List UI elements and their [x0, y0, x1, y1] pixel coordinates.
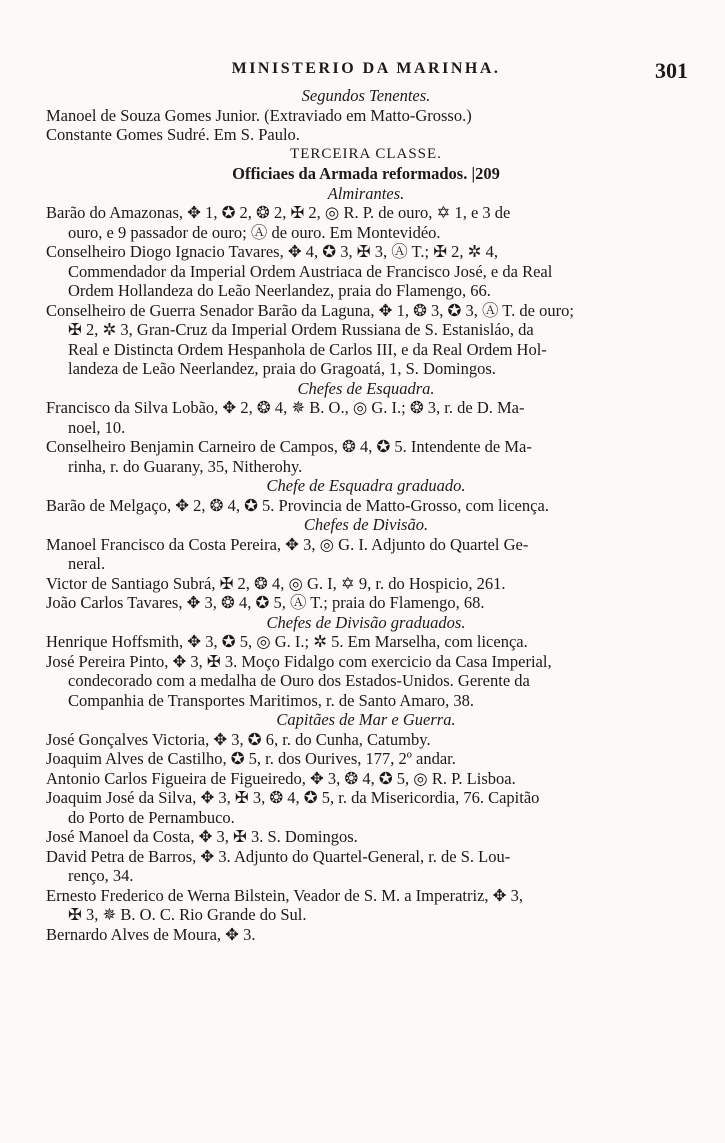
text-line: Henrique Hoffsmith, ✥ 3, ✪ 5, ◎ G. I.; ✲ 5. Em Marselha, com licença.: [46, 632, 528, 651]
text-line: João Carlos Tavares, ✥ 3, ❂ 4, ✪ 5, Ⓐ T.; praia do Flamengo, 68.: [46, 593, 485, 612]
section-heading: Chefes de Esquadra.: [297, 378, 435, 398]
text-line: neral.: [68, 554, 106, 573]
text-line: Francisco da Silva Lobão, ✥ 2, ❂ 4, ✵ B. O., ◎ G. I.; ❂ 3, r. de D. Ma-: [46, 398, 525, 417]
section-heading: Chefes de Divisão graduados.: [266, 612, 466, 632]
text-line: do Porto de Pernambuco.: [68, 807, 235, 827]
text-line: condecorado com a medalha de Ouro dos Estados-Unidos. Gerente da: [68, 671, 530, 690]
page-number: 301: [655, 58, 688, 83]
text-line: Commendador da Imperial Ordem Austriaca de Francisco José, e da Real: [68, 261, 553, 281]
text-line: Ordem Hollandeza do Leão Neerlandez, praia do Flamengo, 66.: [68, 281, 491, 300]
text-line: Barão do Amazonas, ✥ 1, ✪ 2, ❂ 2, ✠ 2, ◎ R. P. de ouro, ✡ 1, e 3 de: [46, 203, 511, 222]
section-heading: TERCEIRA CLASSE.: [290, 145, 442, 162]
running-title: MINISTERIO DA MARINHA.: [231, 60, 501, 77]
text-line: ✠ 3, ✵ B. O. C. Rio Grande do Sul.: [68, 905, 307, 924]
text-line: Manoel de Souza Gomes Junior. (Extraviado em Matto-Grosso.): [46, 105, 472, 125]
text-line: Constante Gomes Sudré. Em S. Paulo.: [46, 125, 300, 144]
section-heading: Chefes de Divisão.: [303, 515, 429, 534]
text-line: noel, 10.: [68, 417, 126, 437]
text-line: renço, 34.: [68, 866, 134, 885]
text-line: ouro, e 9 passador de ouro; Ⓐ de ouro. Em Montevidéo.: [68, 222, 441, 242]
text-line: Companhia de Transportes Maritimos, r. de Santo Amaro, 38.: [68, 690, 475, 710]
text-line: José Gonçalves Victoria, ✥ 3, ✪ 6, r. do Cunha, Catumby.: [46, 729, 431, 749]
text-line: Conselheiro de Guerra Senador Barão da Laguna, ✥ 1, ❂ 3, ✪ 3, Ⓐ T. de ouro;: [46, 300, 574, 320]
text-line: Manoel Francisco da Costa Pereira, ✥ 3, ◎ G. I. Adjunto do Quartel Ge-: [46, 534, 529, 554]
text-line: Joaquim José da Silva, ✥ 3, ✠ 3, ❂ 4, ✪ 5, r. da Misericordia, 76. Capitão: [46, 788, 540, 807]
text-body: [46, 86, 686, 944]
text-line: José Manoel da Costa, ✥ 3, ✠ 3. S. Domingos.: [46, 827, 358, 846]
section-heading: Officiaes da Armada reformados. |209: [232, 164, 500, 183]
text-line: Barão de Melgaço, ✥ 2, ❂ 4, ✪ 5. Provincia de Matto-Grosso, com licença.: [46, 495, 549, 515]
section-heading: Segundos Tenentes.: [301, 86, 431, 105]
section-heading: Chefe de Esquadra graduado.: [266, 476, 466, 495]
section-heading: Capitães de Mar e Guerra.: [276, 710, 456, 729]
text-line: David Petra de Barros, ✥ 3. Adjunto do Quartel-General, r. de S. Lou-: [46, 846, 511, 866]
text-line: José Pereira Pinto, ✥ 3, ✠ 3. Moço Fidalgo com exercicio da Casa Imperial,: [46, 651, 552, 671]
text-line: Joaquim Alves de Castilho, ✪ 5, r. dos Ourives, 177, 2º andar.: [46, 749, 456, 768]
text-line: ✠ 2, ✲ 3, Gran-Cruz da Imperial Ordem Russiana de S. Estanisláo, da: [68, 320, 534, 339]
text-line: landeza de Leão Neerlandez, praia do Gragoatá, 1, S. Domingos.: [68, 359, 496, 378]
text-line: Victor de Santiago Subrá, ✠ 2, ❂ 4, ◎ G. I, ✡ 9, r. do Hospicio, 261.: [46, 573, 506, 593]
text-line: Bernardo Alves de Moura, ✥ 3.: [46, 924, 256, 944]
page-header: [46, 58, 686, 84]
text-line: Ernesto Frederico de Werna Bilstein, Veador de S. M. a Imperatriz, ✥ 3,: [46, 885, 523, 905]
text-line: Real e Distincta Ordem Hespanhola de Carlos III, e da Real Ordem Hol-: [68, 339, 547, 359]
section-heading: Almirantes.: [327, 183, 405, 203]
text-line: rinha, r. do Guarany, 35, Nitherohy.: [68, 456, 303, 476]
text-line: Conselheiro Diogo Ignacio Tavares, ✥ 4, ✪ 3, ✠ 3, Ⓐ T.; ✠ 2, ✲ 4,: [46, 242, 498, 261]
text-line: Conselheiro Benjamin Carneiro de Campos, ❂ 4, ✪ 5. Intendente de Ma-: [46, 437, 532, 456]
text-line: Antonio Carlos Figueira de Figueiredo, ✥ 3, ❂ 4, ✪ 5, ◎ R. P. Lisboa.: [46, 768, 516, 788]
